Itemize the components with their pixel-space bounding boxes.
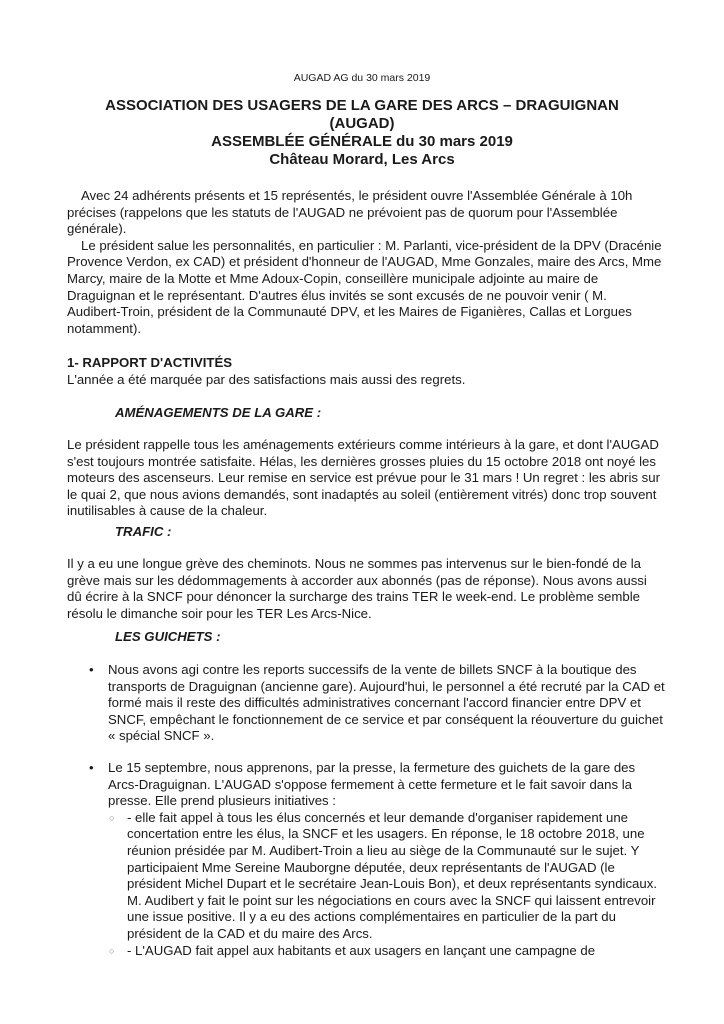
- subsection-amenagements: [67, 405, 662, 422]
- guichets-bullet-list: [67, 662, 667, 745]
- title-line-venue: Château Morard, Les Arcs: [269, 151, 455, 168]
- subsection-heading: LES GUICHETS :: [115, 629, 221, 644]
- guichets-bullet-list-2: [67, 760, 667, 959]
- running-header: AUGAD AG du 30 mars 2019: [293, 72, 431, 84]
- intro-paragraph-guests: Le président salue les personnalités, en particulier : M. Parlanti, vice-président de la DPV (Dracénie Provence Verdon, ex CAD) et président d'honneur de l'AUGAD, Mme Gonzales, maire des Arcs, Mme Marcy, maire de la Motte et Mme Adoux-Copin, conseillère municipale adjointe au maire de Draguignan et le représentant. D'autres élus invités se sont excusés de ne pouvoir venir ( M. Audibert-Troin, président de la Communauté DPV, et les Maires de Figanières, Callas et Lorgues notamment).: [67, 237, 662, 336]
- hollow-bullet-icon: ○: [109, 812, 115, 823]
- list-item: [67, 760, 667, 810]
- section-title: 1- RAPPORT D'ACTIVITÉS: [67, 355, 233, 370]
- trafic-body: [67, 556, 662, 622]
- title-line-assembly: ASSEMBLÉE GÉNÉRALE du 30 mars 2019: [211, 133, 513, 150]
- subsection-trafic: [67, 524, 662, 541]
- bullet-icon: •: [89, 760, 94, 775]
- document-title: [0, 97, 724, 169]
- list-item: [67, 662, 667, 745]
- subsection-guichets: [67, 629, 662, 646]
- list-item-text: Le 15 septembre, nous apprenons, par la presse, la fermeture des guichets de la gare des Arcs-Draguignan. L'AUGAD s'oppose fermement à cette fermeture et le fait savoir dans la presse. Elle prend plusieurs initiatives :: [108, 760, 636, 809]
- sub-list-item: [67, 943, 667, 960]
- trafic-text: Il y a eu une longue grève des cheminots. Nous ne sommes pas intervenus sur le bien-fondé de la grève mais sur les dédommagements à accorder aux abonnés (pas de réponse). Nous avons aussi dû écrire à la SNCF pour dénoncer la surcharge des trains TER le week-end. Le problème semble résolu le dimanche soir pour les TER Les Arcs-Nice.: [67, 556, 647, 621]
- intro-section: [67, 188, 662, 337]
- amenagements-body: [67, 437, 662, 520]
- intro-paragraph-opening: Avec 24 adhérents présents et 15 représentés, le président ouvre l'Assemblée Générale à 10h précises (rappelons que les statuts de l'AUGAD ne prévoient pas de quorum pour l'Assemblée générale).: [67, 188, 633, 237]
- subsection-heading: AMÉNAGEMENTS DE LA GARE :: [115, 405, 322, 420]
- sub-list-item-text: - elle fait appel à tous les élus concernés et leur demande d'organiser rapidement une concertation entre les élus, la SNCF et les usagers. En réponse, le 18 octobre 2018, une réunion présidée par M. Audibert-Troin a lieu au siège de la Communauté sur le sujet. Y participaient Mme Sereine Mauborgne députée, deux représentants de l'AUGAD (le président Michel Dupart et le secrétaire Jean-Louis Bon), et deux représentants syndicaux. M. Audibert y fait le point sur les négociations en cours avec la SNCF qui laissent entrevoir une issue positive. Il y a eu des actions complémentaires en particulier de la part du président de la CAD et du maire des Arcs.: [127, 809, 657, 941]
- section-activity-report: [67, 355, 662, 388]
- hollow-bullet-icon: ○: [109, 945, 115, 956]
- list-item-text: Nous avons agi contre les reports successifs de la vente de billets SNCF à la boutique des transports de Draguignan (ancienne gare). Aujourd'hui, le personnel a été recruté par la CAD et formé mais il reste des difficultés administratives concernant l'accord financier entre DPV et SNCF, empêchant le fonctionnement de ce service et par conséquent la réouverture du guichet « spécial SNCF ».: [108, 662, 665, 744]
- title-line-acronym: (AUGAD): [329, 115, 395, 132]
- sub-list-item: [67, 810, 667, 943]
- amenagements-text: Le président rappelle tous les aménagements extérieurs comme intérieurs à la gare, et dont l'AUGAD s'est toujours montrée satisfaite. Hélas, les dernières grosses pluies du 15 octobre 2018 ont noyé les moteurs des ascenseurs. Leur remise en service est prévue pour le 31 mars ! Un regret : les abris sur le quai 2, que nous avions demandés, sont inadaptés au soleil (entièrement vitrés) donc trop souvent inutilisables à cause de la chaleur.: [67, 437, 660, 519]
- subsection-heading: TRAFIC :: [115, 524, 172, 539]
- section-lead: L'année a été marquée par des satisfactions mais aussi des regrets.: [67, 371, 466, 387]
- sub-list-item-text: - L'AUGAD fait appel aux habitants et aux usagers en lançant une campagne de: [127, 942, 596, 958]
- bullet-icon: •: [89, 662, 94, 677]
- title-line-association: ASSOCIATION DES USAGERS DE LA GARE DES ARCS – DRAGUIGNAN: [105, 97, 619, 114]
